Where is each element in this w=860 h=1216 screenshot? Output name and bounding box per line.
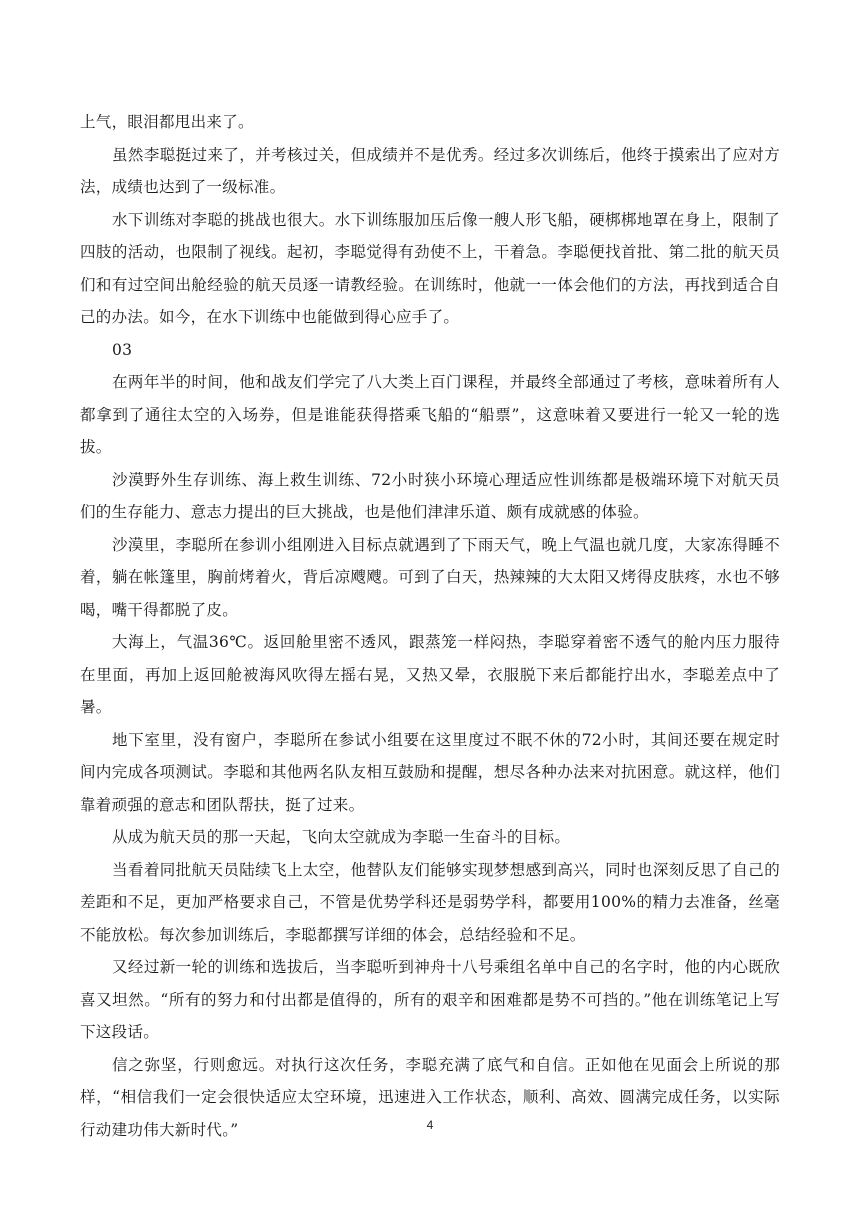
paragraph: 从成为航天员的那一天起，飞向太空就成为李聪一生奋斗的目标。 [112,828,571,846]
paragraph: 信之弥坚，行则愈远。对执行这次任务，李聪充满了底气和自信。正如他在见面会上所说的那样，“相信我们一定会很快适应太空环境，迅速进入工作状态，顺利、高效、圆满完成任务，以实际行动建功伟大新时代。” [80,1055,780,1139]
paragraph: 虽然李聪挺过来了，并考核过关，但成绩并不是优秀。经过多次训练后，他终于摸索出了应对方法，成绩也达到了一级标准。 [80,145,780,196]
page-number: 4 [426,1118,434,1132]
paragraph: 沙漠野外生存训练、海上救生训练、72小时狭小环境心理适应性训练都是极端环境下对航天员们的生存能力、意志力提出的巨大挑战，也是他们津津乐道、颇有成就感的体验。 [80,470,780,521]
paragraph: 地下室里，没有窗户，李聪所在参试小组要在这里度过不眠不休的72小时，其间还要在规定时间内完成各项测试。李聪和其他两名队友相互鼓励和提醒，想尽各种办法来对抗困意。就这样，他们靠着顽强的意志和团队帮扶，挺了过来。 [80,730,780,814]
paragraph: 当看着同批航天员陆续飞上太空，他替队友们能够实现梦想感到高兴，同时也深刻反思了自己的差距和不足，更加严格要求自己，不管是优势学科还是弱势学科，都要用100%的精力去准备，丝毫不能放松。每次参加训练后，李聪都撰写详细的体会，总结经验和不足。 [80,860,780,944]
document-body [80,106,780,1146]
paragraph: 又经过新一轮的训练和选拔后，当李聪听到神舟十八号乘组名单中自己的名字时，他的内心既欣喜又坦然。“所有的努力和付出都是值得的，所有的艰辛和困难都是势不可挡的。”他在训练笔记上写下这段话。 [80,958,780,1041]
section-number: 03 [112,340,133,359]
paragraph: 沙漠里，李聪所在参训小组刚进入目标点就遇到了下雨天气，晚上气温也就几度，大家冻得睡不着，躺在帐篷里，胸前烤着火，背后凉飕飕。可到了白天，热辣辣的大太阳又烤得皮肤疼，水也不够喝，嘴干得都脱了皮。 [80,535,780,619]
paragraph: 水下训练对李聪的挑战也很大。水下训练服加压后像一艘人形飞船，硬梆梆地罩在身上，限制了四肢的活动，也限制了视线。起初，李聪觉得有劲使不上，干着急。李聪便找首批、第二批的航天员们和有过空间出舱经验的航天员逐一请教经验。在训练时，他就一一体会他们的方法，再找到适合自己的办法。如今，在水下训练中也能做到得心应手了。 [80,210,780,326]
paragraph-continued: 上气，眼泪都甩出来了。 [80,113,254,131]
paragraph: 大海上，气温36℃。返回舱里密不透风，跟蒸笼一样闷热，李聪穿着密不透气的舱内压力服待在里面，再加上返回舱被海风吹得左摇右晃，又热又晕，衣服脱下来后都能拧出水，李聪差点中了暑。 [80,633,780,716]
paragraph: 在两年半的时间，他和战友们学完了八大类上百门课程，并最终全部通过了考核，意味着所有人都拿到了通往太空的入场券，但是谁能获得搭乘飞船的“船票”，这意味着又要进行一轮又一轮的选拔。 [80,373,780,456]
